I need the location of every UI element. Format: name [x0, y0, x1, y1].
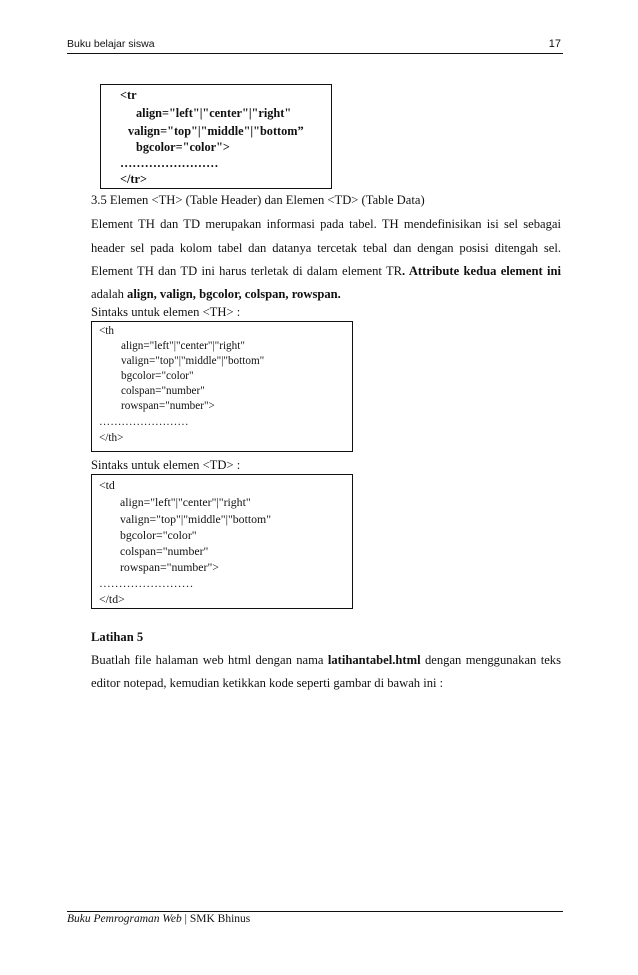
code-line: align="left"|"center"|"right" [121, 340, 245, 352]
td-syntax-label: Sintaks untuk elemen <TD> : [91, 458, 241, 472]
exercise-text: dengan menggunakan teks [420, 653, 561, 667]
code-line: …………………… [120, 156, 219, 170]
footer-school: SMK Bhinus [189, 913, 251, 925]
code-line: bgcolor="color"> [136, 140, 230, 154]
code-line: bgcolor="color" [120, 528, 197, 542]
paragraph-text: Element TH dan TD ini harus terletak di dalam element TR [91, 264, 403, 278]
code-line: valign="top"|"middle"|"bottom" [120, 512, 272, 526]
code-line: <th [99, 325, 115, 337]
paragraph-bold-text: align, valign, bgcolor, colspan, rowspan. [127, 287, 341, 301]
code-line: rowspan="number"> [121, 400, 215, 412]
th-syntax-label: Sintaks untuk elemen <TH> : [91, 305, 241, 319]
code-line: align="left"|"center"|"right" [136, 106, 292, 120]
code-line: </td> [99, 592, 125, 606]
code-line: </th> [99, 432, 124, 444]
exercise-filename: latihantabel.html [327, 653, 421, 667]
code-line: colspan="number" [121, 385, 205, 397]
paragraph-text: adalah [91, 287, 128, 301]
code-line: valign="top"|"middle"|"bottom" [121, 355, 265, 367]
code-line: valign="top"|"middle"|"bottom” [128, 124, 304, 138]
code-line: colspan="number" [120, 544, 209, 558]
code-line: …………………… [99, 416, 189, 428]
footer-book-title: Buku Pemrograman Web [67, 913, 182, 925]
code-line: </tr> [120, 172, 147, 186]
code-line: bgcolor="color" [121, 370, 194, 382]
exercise-line [91, 652, 561, 668]
header-rule [67, 53, 563, 54]
code-box-td [91, 474, 353, 609]
exercise-title: Latihan 5 [91, 630, 144, 644]
code-line: …………………… [99, 576, 194, 590]
page-footer [67, 913, 250, 925]
code-line: rowspan="number"> [120, 560, 219, 574]
exercise-line: editor notepad, kemudian ketikkan kode seperti gambar di bawah ini : [91, 676, 444, 690]
code-box-tr [100, 84, 332, 189]
section-heading: 3.5 Elemen <TH> (Table Header) dan Elemen <TD> (Table Data) [91, 193, 425, 207]
paragraph-line [91, 286, 561, 302]
paragraph-line: Element TH dan TD merupakan informasi pada tabel. TH mendefinisikan isi sel sebagai [91, 217, 561, 231]
code-line: <td [99, 478, 115, 492]
code-line: <tr [120, 88, 137, 102]
code-box-th [91, 321, 353, 452]
page-number: 17 [548, 38, 561, 50]
paragraph-line: header sel pada kolom tabel dan datanya tercetak tebal dan dengan posisi ditengah sel. [91, 241, 561, 255]
header-title: Buku belajar siswa [67, 38, 155, 50]
footer-rule [67, 911, 563, 912]
paragraph-line [91, 263, 561, 279]
footer-separator: | [181, 913, 190, 925]
exercise-text: Buatlah file halaman web html dengan nama [91, 653, 328, 667]
code-line: align="left"|"center"|"right" [120, 495, 251, 509]
paragraph-bold-text: . Attribute kedua element ini [402, 264, 561, 278]
